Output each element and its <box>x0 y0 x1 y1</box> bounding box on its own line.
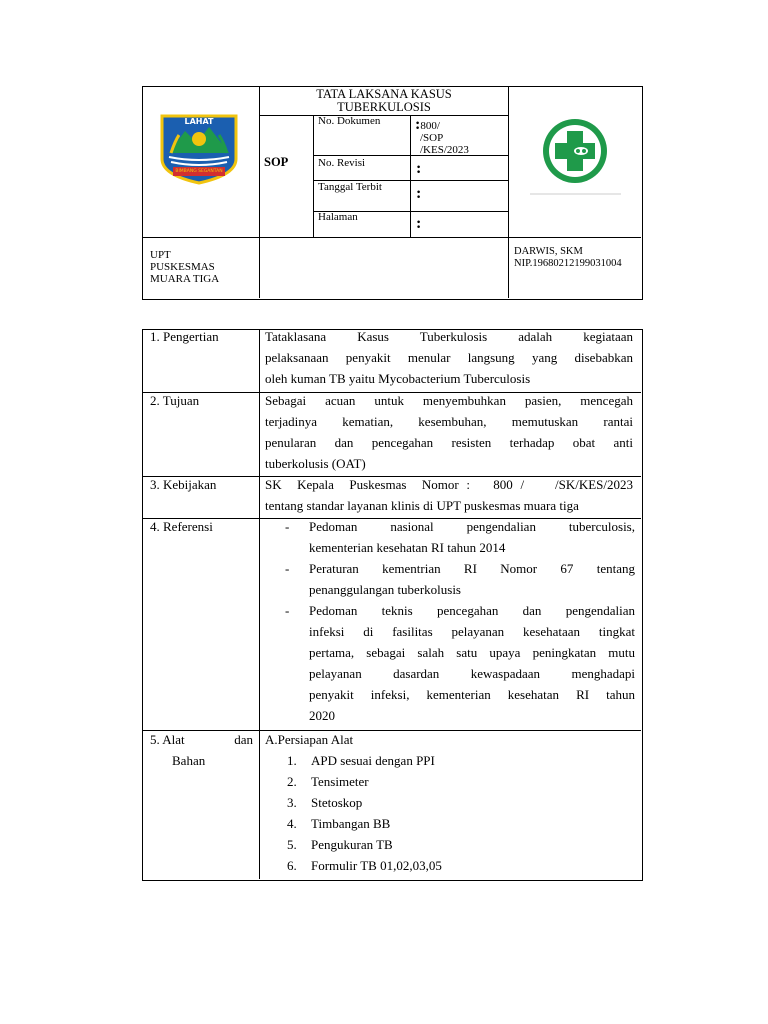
text-line: oleh kuman TB yaitu Mycobacterium Tuberculosis <box>265 371 531 386</box>
logo-banner: BIMBANG SEGANTAN <box>175 169 223 174</box>
head-name: DARWIS, SKM <box>514 246 583 257</box>
divider <box>313 115 314 237</box>
bullet: - <box>285 561 290 576</box>
item-number: 1. <box>287 753 297 768</box>
doc-number-label: No. Dokumen <box>318 115 381 127</box>
item-text: Stetoskop <box>311 795 363 810</box>
page-label: Halaman <box>318 211 358 223</box>
text-line: pelayanan dasardan kewaspadaan menghadapi <box>309 666 635 681</box>
bullet: - <box>285 603 290 618</box>
label-part: Bahan <box>172 753 206 768</box>
text-line: tentang standar layanan klinis di UPT puskesmas muara tiga <box>265 498 579 513</box>
item-text: Formulir TB 01,02,03,05 <box>311 858 442 873</box>
lahat-logo <box>159 113 239 185</box>
text-line: SK Kepala Puskesmas Nomor : 800 / /SK/KES/2023 <box>265 477 633 492</box>
item-text: APD sesuai dengan PPI <box>311 753 435 768</box>
text-line: Sebagai acuan untuk menyembuhkan pasien, mencegah <box>265 393 633 408</box>
divider <box>313 155 508 156</box>
list-item <box>287 855 633 876</box>
head-of-unit <box>514 246 622 270</box>
org-line-2: PUSKESMAS <box>150 261 215 273</box>
sop-label: SOP <box>264 155 289 169</box>
section-label-referensi: 4. Referensi <box>150 519 213 534</box>
text-line: terjadinya kematian, kesembuhan, memutuskan rantai <box>265 414 633 429</box>
divider <box>143 237 641 238</box>
list-item <box>285 516 635 558</box>
label-part: dan <box>234 732 253 747</box>
divider <box>259 87 260 298</box>
text-line: infeksi di fasilitas pelayanan kesehataan tingkat <box>309 624 635 639</box>
list-item <box>287 792 633 813</box>
title-line-1: TATA LAKSANA KASUS <box>316 87 452 101</box>
text-line: Tataklasana Kasus Tuberkulosis adalah kegiataan <box>265 329 633 344</box>
colon: : <box>415 116 421 133</box>
organization-name <box>150 249 219 285</box>
sop-content-table <box>142 329 643 881</box>
bullet: - <box>285 519 290 534</box>
text-line: penularan dan pencegahan resisten terhadap obat anti <box>265 435 633 450</box>
text-line: pelaksanaan penyakit menular langsung yang disebabkan <box>265 350 633 365</box>
text-line: tuberkolusis (OAT) <box>265 456 366 471</box>
text-line: Peraturan kementrian RI Nomor 67 tentang <box>309 561 635 576</box>
list-item <box>287 771 633 792</box>
section-text-pengertian <box>265 326 633 389</box>
revision-value: : <box>416 160 422 177</box>
divider <box>259 330 260 879</box>
divider <box>508 87 509 298</box>
list-item <box>287 834 633 855</box>
sop-header-table <box>142 86 643 300</box>
doc-number-line-1: 800/ <box>420 120 440 132</box>
doc-number-line-3: /KES/2023 <box>420 144 469 156</box>
item-text: Pengukuran TB <box>311 837 393 852</box>
text-line: Pedoman nasional pengendalian tuberculosis, <box>309 519 635 534</box>
section-label-tujuan: 2. Tujuan <box>150 393 200 408</box>
item-text: Tensimeter <box>311 774 369 789</box>
doc-number-value <box>415 118 469 156</box>
org-line-1: UPT <box>150 249 171 261</box>
item-number: 4. <box>287 816 297 831</box>
text-line: 2020 <box>309 708 335 723</box>
section-text-tujuan <box>265 390 633 474</box>
list-item <box>285 600 635 726</box>
org-line-3: MUARA TIGA <box>150 273 220 285</box>
list-heading: A.Persiapan Alat <box>265 732 354 747</box>
list-item <box>285 558 635 600</box>
label-part: 5. Alat <box>150 732 185 747</box>
issue-date-label: Tanggal Terbit <box>318 181 382 193</box>
revision-label: No. Revisi <box>318 157 366 169</box>
puskesmas-logo <box>528 119 623 199</box>
item-text: Timbangan BB <box>311 816 391 831</box>
section-text-kebijakan <box>265 474 633 516</box>
document-title <box>260 88 508 114</box>
section-label-kebijakan: 3. Kebijakan <box>150 477 217 492</box>
title-line-2: TUBERKULOSIS <box>337 100 431 114</box>
logo-text: LAHAT <box>184 117 214 126</box>
section-list-referensi <box>285 516 635 726</box>
section-list-alat <box>265 729 633 876</box>
list-item <box>287 750 633 771</box>
puskesmas-cross-icon <box>528 119 623 199</box>
list-item <box>287 813 633 834</box>
section-label-pengertian: 1. Pengertian <box>150 329 219 344</box>
item-number: 5. <box>287 837 297 852</box>
text-line: kementerian kesehatan RI tahun 2014 <box>309 540 506 555</box>
section-label-alat <box>150 729 253 771</box>
text-line: penanggulangan tuberkolusis <box>309 582 461 597</box>
text-line: Pedoman teknis pencegahan dan pengendalian <box>309 603 635 618</box>
divider <box>410 115 411 237</box>
item-number: 2. <box>287 774 297 789</box>
issue-date-value: : <box>416 185 422 202</box>
item-number: 6. <box>287 858 297 873</box>
text-line: pertama, sebagai salah satu upaya peningkatan mutu <box>309 645 635 660</box>
head-nip: NIP.19680212199031004 <box>514 258 622 269</box>
item-number: 3. <box>287 795 297 810</box>
text-line: penyakit infeksi, kementerian kesehatan RI tahun <box>309 687 635 702</box>
doc-number-line-2: /SOP <box>420 132 444 144</box>
divider <box>259 115 508 116</box>
page-value: : <box>416 215 422 232</box>
